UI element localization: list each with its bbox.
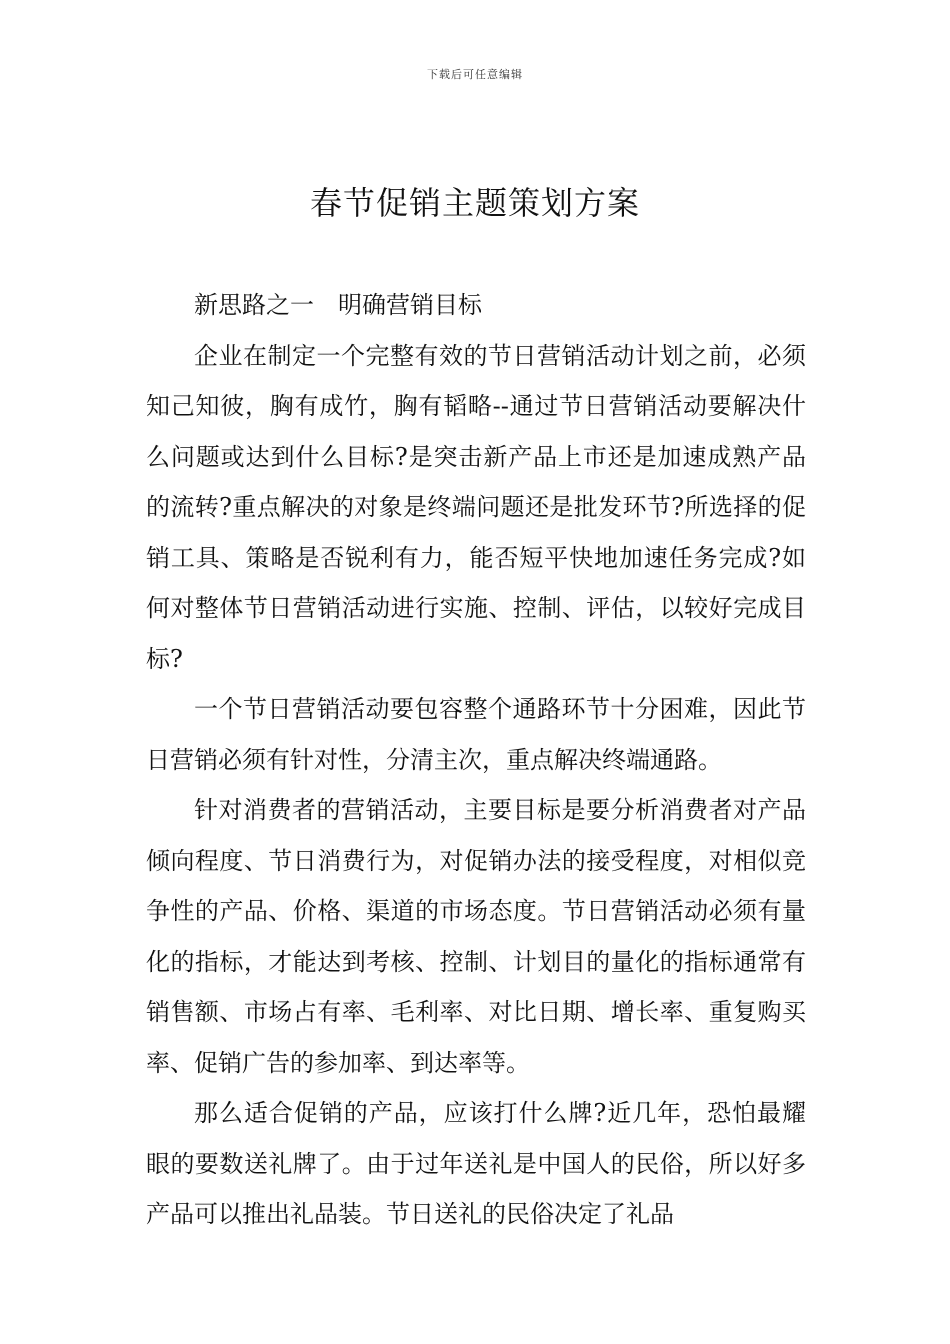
paragraph: 针对消费者的营销活动，主要目标是要分析消费者对产品倾向程度、节日消费行为，对促销办法的接受程度，对相似竞争性的产品、价格、渠道的市场态度。节日营销活动必须有量化的指标，才能达到考核、控制、计划目的量化的指标通常有销售额、市场占有率、毛利率、对比日期、增长率、重复购买率、促销广告的参加率、到达率等。 [146,796,806,1077]
document-title: 春节促销主题策划方案 [309,184,640,222]
paragraph: 那么适合促销的产品，应该打什么牌?近几年，恐怕最耀眼的要数送礼牌了。由于过年送礼是中国人的民俗，所以好多产品可以推出礼品装。节日送礼的民俗决定了礼品 [146,1099,806,1228]
section-heading: 新思路之一 明确营销目标 [194,291,482,319]
header-note: 下载后可任意编辑 [427,68,523,81]
paragraph: 企业在制定一个完整有效的节日营销活动计划之前，必须知己知彼，胸有成竹，胸有韬略--通过节日营销活动要解决什么问题或达到什么目标?是突击新产品上市还是加速成熟产品的流转?重点解决的对象是终端问题还是批发环节?所选择的促销工具、策略是否锐利有力，能否短平快地加速任务完成?如何对整体节日营销活动进行实施、控制、评估，以较好完成目标? [146,341,806,673]
paragraph: 一个节日营销活动要包容整个通路环节十分困难，因此节日营销必须有针对性，分清主次，重点解决终端通路。 [146,695,806,774]
document-body [146,280,806,1240]
